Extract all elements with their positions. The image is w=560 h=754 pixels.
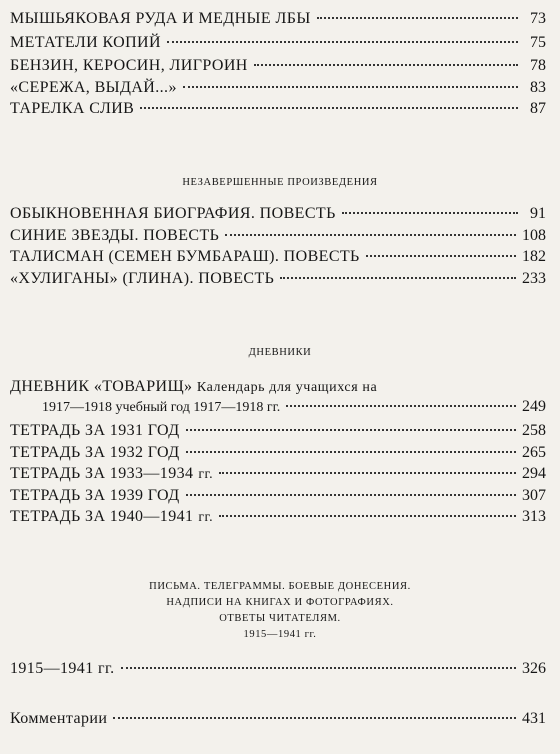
leader-dots: [280, 277, 516, 279]
toc-entry[interactable]: [10, 465, 546, 487]
leader-dots: [140, 107, 518, 109]
toc-entry-page: 108: [522, 227, 546, 244]
leader-dots: [121, 667, 516, 669]
toc-entry-page: 265: [522, 444, 546, 461]
section-heading-letters-3: ОТВЕТЫ ЧИТАТЕЛЯМ.: [219, 613, 341, 624]
leader-dots: [183, 86, 518, 88]
toc-entry[interactable]: [10, 660, 546, 682]
toc-entry-page: 313: [522, 508, 546, 525]
toc-entry-suffix: гг.: [198, 467, 214, 482]
section-heading-letters-4: 1915—1941 гг.: [243, 629, 317, 640]
leader-dots: [254, 64, 518, 66]
toc-entry-title: ДНЕВНИК «ТОВАРИЩ»: [10, 378, 193, 395]
toc-entry-page: 91: [530, 205, 546, 222]
toc-entry-title: МЫШЬЯКОВАЯ РУДА И МЕДНЫЕ ЛБЫ: [10, 10, 311, 27]
toc-entry-line1: [10, 378, 546, 396]
section-heading-unfinished: НЕЗАВЕРШЕННЫЕ ПРОИЗВЕДЕНИЯ: [182, 177, 378, 188]
toc-entry-title: ТЕТРАДЬ ЗА 1939 ГОД: [10, 487, 180, 504]
toc-entry-page: 431: [522, 710, 546, 727]
toc-entry[interactable]: [10, 487, 546, 509]
toc-entry-title: ТАЛИСМАН (СЕМЕН БУМБАРАШ). ПОВЕСТЬ: [10, 248, 360, 265]
toc-entry[interactable]: [10, 34, 546, 56]
leader-dots: [286, 405, 516, 407]
section-heading-letters-2: НАДПИСИ НА КНИГАХ И ФОТОГРАФИЯХ.: [166, 597, 394, 608]
toc-entry-title: МЕТАТЕЛИ КОПИЙ: [10, 34, 161, 51]
toc-entry-title: ТЕТРАДЬ ЗА 1933—1934: [10, 465, 194, 482]
section-heading-diaries: ДНЕВНИКИ: [248, 347, 312, 358]
toc-entry[interactable]: [10, 444, 546, 466]
toc-entry-title: БЕНЗИН, КЕРОСИН, ЛИГРОИН: [10, 57, 248, 74]
toc-entry-page: 307: [522, 487, 546, 504]
toc-entry-title: Комментарии: [10, 710, 108, 727]
toc-entry[interactable]: [10, 508, 546, 530]
toc-entry-page: 75: [530, 34, 546, 51]
toc-entry-title: ТЕТРАДЬ ЗА 1932 ГОД: [10, 444, 180, 461]
toc-entry-page: 78: [530, 57, 546, 74]
toc-entry-page: 83: [530, 79, 546, 96]
toc-entry-title: ТЕТРАДЬ ЗА 1940—1941: [10, 508, 194, 525]
toc-entry-title: «ХУЛИГАНЫ» (ГЛИНА). ПОВЕСТЬ: [10, 270, 275, 287]
leader-dots: [219, 515, 516, 517]
toc-entry-page: 326: [522, 660, 546, 677]
toc-entry-page: 182: [522, 248, 546, 265]
section-heading-letters-1: ПИСЬМА. ТЕЛЕГРАММЫ. БОЕВЫЕ ДОНЕСЕНИЯ.: [149, 581, 411, 592]
toc-entry[interactable]: [10, 710, 546, 732]
leader-dots: [113, 717, 516, 719]
toc-entry[interactable]: [10, 248, 546, 270]
leader-dots: [186, 494, 516, 496]
toc-entry[interactable]: [10, 422, 546, 444]
leader-dots: [317, 17, 518, 19]
toc-entry-subtitle-cont: 1917—1918 учебный год 1917—1918 гг.: [42, 400, 281, 415]
toc-entry[interactable]: [10, 205, 546, 227]
leader-dots: [167, 41, 518, 43]
toc-entry-title: «СЕРЕЖА, ВЫДАЙ...»: [10, 79, 177, 96]
toc-entry[interactable]: [10, 227, 546, 249]
toc-entry-line2: [10, 398, 546, 416]
toc-entry[interactable]: [10, 57, 546, 79]
leader-dots: [342, 212, 518, 214]
leader-dots: [186, 429, 516, 431]
toc-entry[interactable]: [10, 79, 546, 101]
toc-entry-page: 258: [522, 422, 546, 439]
toc-entry-title: СИНИЕ ЗВЕЗДЫ. ПОВЕСТЬ: [10, 227, 220, 244]
toc-entry-page: 87: [530, 100, 546, 117]
toc-entry-two-line[interactable]: [10, 378, 546, 416]
leader-dots: [366, 255, 516, 257]
toc-entry-page: 249: [522, 398, 546, 415]
leader-dots: [225, 234, 516, 236]
toc-entry[interactable]: [10, 100, 546, 122]
toc-entry-page: 294: [522, 465, 546, 482]
toc-entry-suffix: гг.: [198, 510, 214, 525]
toc-entry[interactable]: [10, 270, 546, 292]
leader-dots: [219, 472, 516, 474]
leader-dots: [186, 451, 516, 453]
toc-entry-page: 73: [530, 10, 546, 27]
toc-entry-title: ТАРЕЛКА СЛИВ: [10, 100, 135, 117]
toc-entry[interactable]: [10, 10, 546, 32]
toc-entry-subtitle: Календарь для учащихся на: [196, 380, 378, 395]
toc-entry-page: 233: [522, 270, 546, 287]
toc-entry-title: ТЕТРАДЬ ЗА 1931 ГОД: [10, 422, 180, 439]
toc-entry-title: 1915—1941 гг.: [10, 660, 115, 677]
toc-entry-title: ОБЫКНОВЕННАЯ БИОГРАФИЯ. ПОВЕСТЬ: [10, 205, 336, 222]
